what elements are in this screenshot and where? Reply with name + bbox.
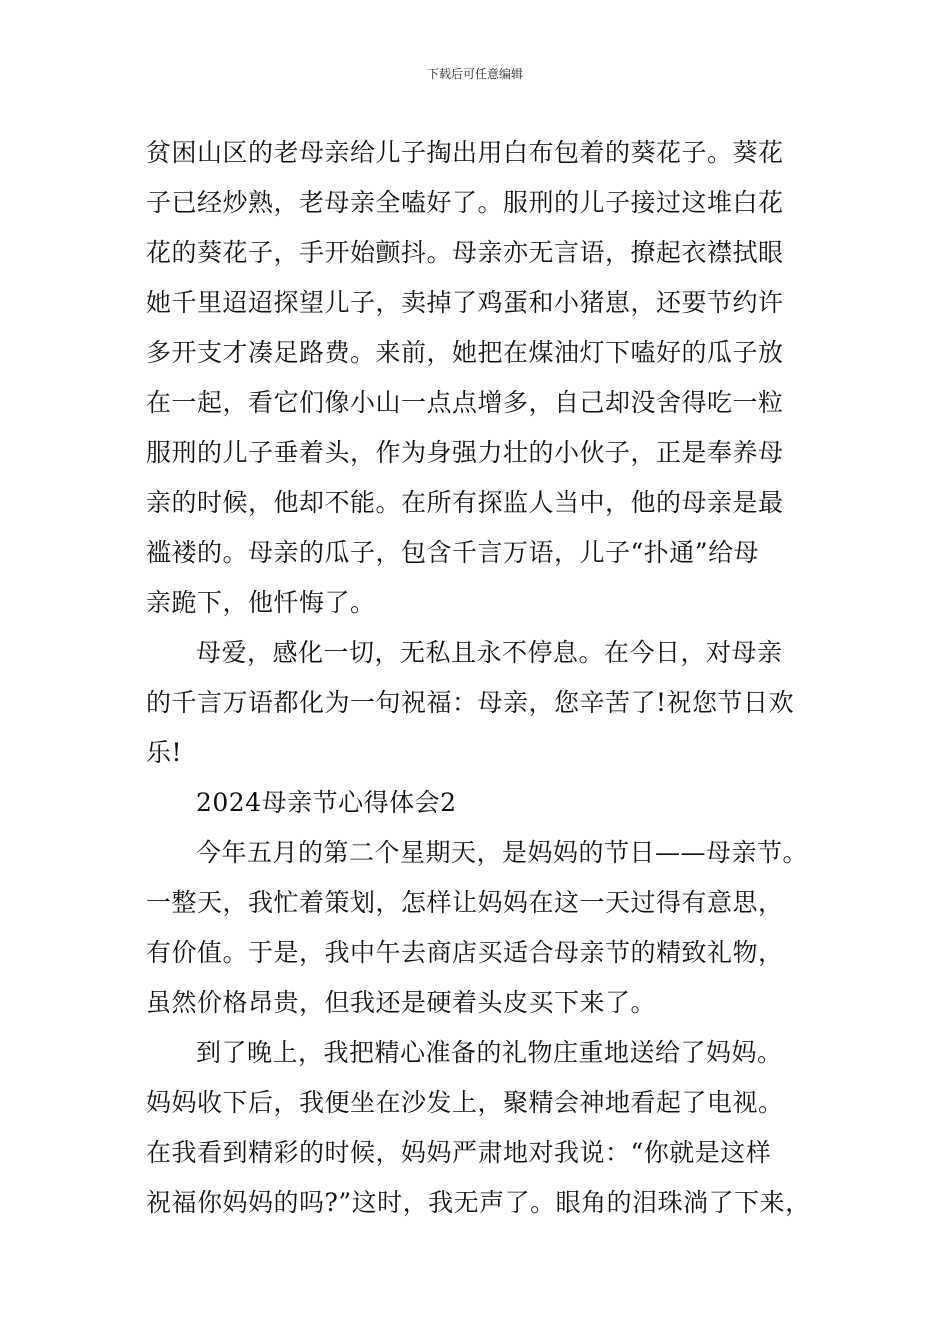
text-line: 到了晚上，我把精心准备的礼物庄重地送给了妈妈。	[196, 1038, 783, 1067]
text-line: 的千言万语都化为一句祝福：母亲，您辛苦了!祝您节日欢	[146, 688, 795, 717]
section-heading-block	[146, 778, 826, 828]
paragraph	[146, 128, 826, 628]
text-line: 服刑的儿子垂着头，作为身强力壮的小伙子，正是奉养母	[146, 438, 784, 467]
text-line: 今年五月的第二个星期天，是妈妈的节日——母亲节。	[196, 838, 809, 867]
document-body	[146, 128, 826, 1228]
text-line: 褴褛的。母亲的瓜子，包含千言万语，儿子“扑通”给母	[146, 538, 760, 567]
paragraph	[146, 628, 826, 778]
text-line: 子已经炒熟，老母亲全嗑好了。服刑的儿子接过这堆白花	[146, 188, 784, 217]
text-line: 乐!	[146, 738, 183, 767]
text-line: 亲跪下，他忏悔了。	[146, 588, 376, 617]
text-line: 亲的时候，他却不能。在所有探监人当中，他的母亲是最	[146, 488, 784, 517]
paragraph	[146, 828, 826, 1028]
paragraph	[146, 1028, 826, 1228]
text-line: 多开支才凑足路费。来前，她把在煤油灯下嗑好的瓜子放	[146, 338, 784, 367]
text-line: 妈妈收下后，我便坐在沙发上，聚精会神地看起了电视。	[146, 1088, 784, 1117]
text-line: 花的葵花子，手开始颤抖。母亲亦无言语，撩起衣襟拭眼	[146, 238, 784, 267]
text-line: 祝福你妈妈的吗?”这时，我无声了。眼角的泪珠淌了下来，	[146, 1188, 811, 1217]
text-line: 在一起，看它们像小山一点点增多，自己却没舍得吃一粒	[146, 388, 784, 417]
text-line: 贫困山区的老母亲给儿子掏出用白布包着的葵花子。葵花	[146, 138, 784, 167]
text-line: 她千里迢迢探望儿子，卖掉了鸡蛋和小猪崽，还要节约许	[146, 288, 784, 317]
text-line: 母爱，感化一切，无私且永不停息。在今日，对母亲	[196, 638, 783, 667]
section-heading: 2024母亲节心得体会2	[196, 788, 457, 817]
text-line: 虽然价格昂贵，但我还是硬着头皮买下来了。	[146, 988, 657, 1017]
text-line: 在我看到精彩的时候，妈妈严肃地对我说：“你就是这样	[146, 1138, 772, 1167]
text-line: 一整天，我忙着策划，怎样让妈妈在这一天过得有意思，	[146, 888, 784, 917]
text-line: 有价值。于是，我中午去商店买适合母亲节的精致礼物，	[146, 938, 784, 967]
header-note: 下载后可任意编辑	[426, 67, 523, 81]
